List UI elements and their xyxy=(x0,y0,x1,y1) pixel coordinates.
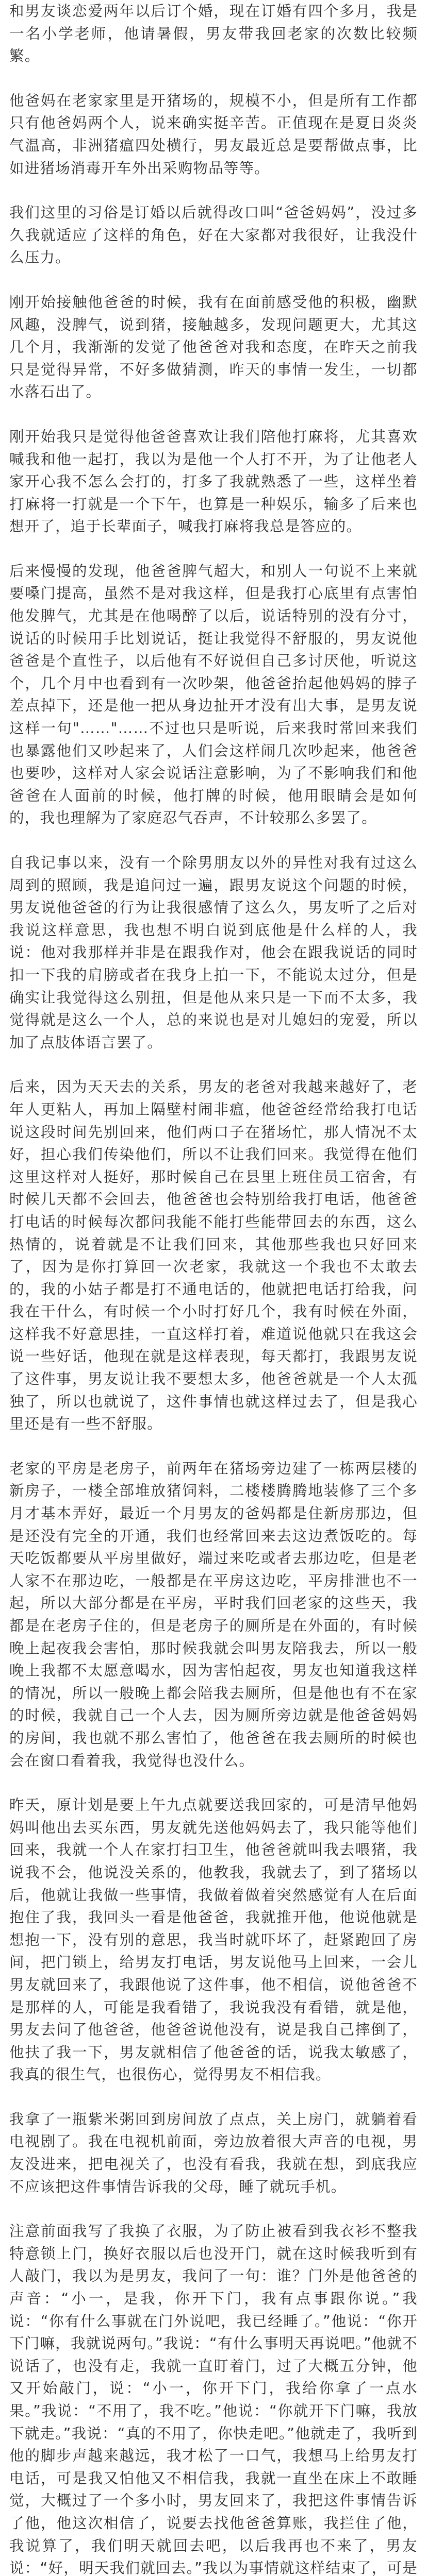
paragraph-gap xyxy=(9,538,418,560)
paragraph-gap xyxy=(9,179,418,201)
paragraph-3: 我们这里的习俗是订婚以后就得改口叫“爸爸妈妈”，没过多久我就适应了这样的角色，好在大家都对我很好，让我没什么压力。 xyxy=(9,204,418,266)
paragraph-1: 和男友谈恋爱两年以后订个婚，现在订婚有四个多月，我是一名小学老师，他请暑假，男友带我回老家的次数比较频繁。 xyxy=(9,3,418,65)
paragraph-5: 刚开始我只是觉得他爸爸喜欢让我们陪他打麻将，尤其喜欢喊我和他一起打，我以为是他一个人打不开，为了让他老人家开心我不怎么会打的，打多了我就熟悉了一些，这样坐着打麻将一打就是一个下午，也算是一种娱乐，输多了后来也想开了，追于长辈面子，喊我打麻将我总是答应的。 xyxy=(9,428,418,535)
paragraph-12: 注意前面我写了我换了衣服，为了防止被看到我衣衫不整我特意锁上门，换好衣服以后也没开门，就在这时候我听到有人敲门，我以为是男友，我问了一句：谁？门外是他爸爸的声音：“小一，是我，你开下门，我有点事跟你说。”我说：“你有什么事就在门外说吧，我已经睡了。”他说：“你开下门嘛，我就说两句。”我说：“有什么事明天再说吧。”他就不说话了，也没有走，我就一直盯着门，过了大概五分钟，他又开始敲门，说：“小一，你开下门，我给你拿了一点水果。”我说：“不用了，我不吃。”他说：“你就开下门嘛，我放下就走。”我说：“真的不用了，你快走吧。”他就走了，我听到他的脚步声越来越远，我才松了一口气，我想马上给男友打电话，可是我又怕他又不相信我，我就一直坐在床上不敢睡觉，大概过了一个多小时，男友回来了，我把这件事情告诉了他，他这次相信了，说要去找他爸爸算账，我拦住了他，我说算了，我们明天就回去吧，以后我再也不来了，男友说：“好，明天我们就回去。”我以为事情就这样结束了，可是 xyxy=(9,2223,418,2576)
paragraph-gap xyxy=(9,1435,418,1458)
paragraph-4: 刚开始接触他爸爸的时候，我有在面前感受他的积极，幽默风趣，没脾气，说到猪，接触越多，发现问题更大，尤其这几个月，我渐渐的发觉了他爸爸对我和态度，在昨天之前我只是觉得异常，不好多做猜测，昨天的事情一发生，一切都水落石出了。 xyxy=(9,293,418,401)
paragraph-gap xyxy=(9,67,418,90)
paragraph-gap xyxy=(9,2198,418,2220)
paragraph-gap xyxy=(9,1054,418,1076)
paragraph-9: 老家的平房是老房子，前两年在猪场旁边建了一栋两层楼的新房子，一楼全部堆放猪饲料，二楼楼腾腾地装修了三个多月才基本弄好，最近一个月男友的爸妈都是住新房那边，但是还没有完全的开通，我们也经常回来去这边煮饭吃的。每天吃饭都要从平房里做好，端过来吃或者去那边吃，但是老人家不在那边吃，一般都是在平房这边吃，平房排泄也不一起，所以大部分都是在平房，平时我们回老家的这些天，我都是在老房子住的，但是老房子的厕所是在外面的，有时候晚上起夜我会害怕，那时候我就会叫男友陪我去，所以一般晚上我都不太愿意喝水，因为害怕起夜，男友也知道我这样的情况，所以一般晚上都会陪我去厕所，但是他也有不在家的时候，我就自己一个人去，因为厕所旁边就是他爸爸妈妈的房间，我也就不那么害怕了，他爸爸在我去厕所的时候也会在窗口看着我，我觉得也没什么。 xyxy=(9,1460,418,1769)
paragraph-gap xyxy=(9,2086,418,2108)
paragraph-2: 他爸妈在老家家里是开猪场的，规模不小，但是所有工作都只有他爸妈两个人，说来确实挺辛苦。正值现在是夏日炎炎气温高，非洲猪瘟四处横行，男友最近总是要帮做点事，比如进猪场消毒开车外出采购物品等等。 xyxy=(9,92,418,177)
paragraph-11: 我拿了一瓶紫米粥回到房间放了点点，关上房门，就躺着看电视剧了。我在电视机前面，旁边放着很大声音的电视，男友没进来，把电视关了，也没有看我，我就在想，到底我应不应该把这件事情告诉我的父母，睡了就玩手机。 xyxy=(9,2110,418,2195)
paragraph-gap xyxy=(9,269,418,291)
paragraph-gap xyxy=(9,403,418,426)
paragraph-7: 自我记事以来，没有一个除男朋友以外的异性对我有过这么周到的照顾，我是追问过一遍，跟男友说这个问题的时候，男友说他爸爸的行为让我很感情了这么久，男友听了之后对我说这样意思，我也想不明白说到底他是什么样的人，我说：他对我那样并非是在跟我作对，他会在跟我说话的同时扣一下我的肩膀或者在我身上拍一下，不能说太过分，但是确实让我觉得这么别扭，但是他从来只是一下而不太多，我觉得就是这么一个人，总的来说也是对儿媳妇的宠爱，所以加了点肢体语言罢了。 xyxy=(9,854,418,1051)
paragraph-gap xyxy=(9,1772,418,1794)
paragraph-10: 昨天，原计划是要上午九点就要送我回家的，可是清早他妈妈叫他出去买东西，男友就先送他妈妈去了，我只能等他们回来，我就一个人在家打扫卫生，他爸爸就叫我去喂猪，我说我不会，他说没关系的，他教我，我就去了，到了猪场以后，他就让我做一些事情，我做着做着突然感觉有人在后面抱住了我，我回头一看是他爸爸，我就推开他，他说他就是想抱一下，没有别的意思，我当时就吓坏了，赶紧跑回了房间，把门锁上，给男友打电话，男友说他马上回来，一会儿男友就回来了，我跟他说了这件事，他不相信，说他爸爸不是那样的人，可能是我看错了，我说我没有看错，就是他，男友去问了他爸爸，他爸爸说他没有，说是我自己摔倒了，他扶了我一下，男友就相信了他爸爸的话，说我太敏感了，我真的很生气，也很伤心，觉得男友不相信我。 xyxy=(9,1797,418,2083)
paragraph-8: 后来，因为天天去的关系，男友的老爸对我越来越好了，老年人更粘人，再加上隔壁村闹非瘟，他爸爸经常给我打电话说这段时间先别回来，他们两口子在猪场忙，那人情况不太好，担心我们传染他们，所以不让我们回来。我觉得在他们这里这样对人挺好，那时候自己在县里上班住员工宿舍，有时候几天都不会回去，他爸爸也会特别给我打电话，他爸爸打电话的时候每次都问我能不能打些能带回去的东西，这么热情的，说着就是不让我们回来，其他那些我也只好回来了，因为是你打算回一次老家，我就这一个我也不太敢去的，我的小姑子都是打不通电话的，他就把电话打给我，问我在干什么，有时候一个小时打好几个，我有时候在外面，这样我不好意思挂，一直这样打着，难道说他就只在我这会说一些好话，他现在就是这样表现，每天都打，我跟男友说了这件事，男友说让我不要想太多，他爸爸就是一个人太孤独了，所以也就说了，这件事情也就这样过去了，但是我心里还是有一些不舒服。 xyxy=(9,1078,418,1433)
paragraph-gap xyxy=(9,829,418,852)
paragraph-6: 后来慢慢的发现，他爸爸脾气超大，和别人一句说不上来就要嗓门提高，虽然不是对我这样，但是我打心底里有点害怕他发脾气，尤其是在他喝醉了以后，说话特别的没有分寸，说话的时候用手比划说话，挺让我觉得不舒服的，男友说他爸爸是个直性子，以后他有不好说但自己多讨厌他，听说这个，几个月中也看到有一次吵架，他爸爸抬起他妈妈的脖子差点掉下，还是他一把从身边扯开才没有出大事，是男友说这样一句"……"……不过也只是听说，后来我时常回来我们也暴露他们又吵起来了，人们会这样闹几次吵起来，他爸爸也要吵，这样对人家会说话注意影响，为了不影响我们和他爸爸在人面前的时候，他打牌的时候，他用眼睛会是如何的，我也理解为了家庭忍气吞声，不计较那么多罢了。 xyxy=(9,562,418,827)
